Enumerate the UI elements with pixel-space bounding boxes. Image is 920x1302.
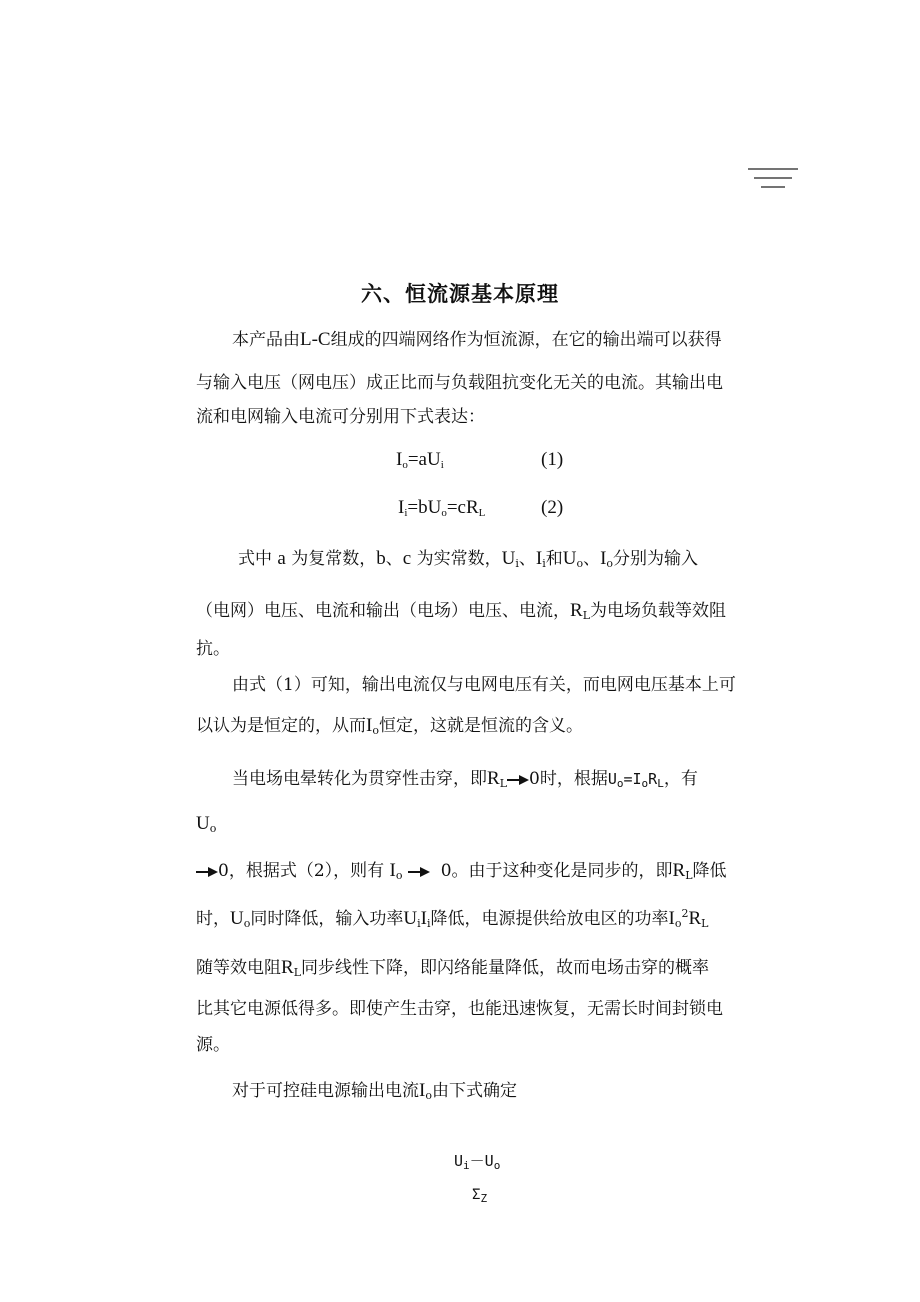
arrow-right-icon [196,866,218,878]
para4-line6: 比其它电源低得多。即使产生击穿，也能迅速恢复，无需长时间封锁电 [196,999,723,1019]
equation-1-number: (1) [541,449,564,470]
arrow-right-icon [408,866,430,878]
equation-2-number: (2) [541,497,564,518]
para3-line2: 以认为是恒定的，从而$I_o$恒定，这就是恒流的含义。 [196,715,583,737]
para4-line7: 源。 [196,1035,230,1055]
arrow-right-icon [507,774,529,786]
fraction-denominator: $\Sigma_Z$ [472,1187,488,1205]
para2-line3: 抗。 [196,639,230,659]
equation-1: $I_o=aU_i$ [396,449,444,471]
para2-line2: （电网）电压、电流和输出（电场）电压、电流，$R_L$为电场负载等效阻 [196,600,726,622]
section-title: 六、恒流源基本原理 [361,282,559,306]
para4-line4: 时，$U_o$同时降低，输入功率$U_iI_i$降低，电源提供给放电区的功率$I_o^2R_L$ [196,907,709,930]
para1-line3: 流和电网输入电流可分别用下式表达： [196,407,485,427]
para4-line1: 当电场电晕转化为贯穿性击穿，即$R_L$ 0时，根据$U_o=I_oR_L$，有 [232,768,698,790]
fraction-numerator: $U_i-U_o$ [454,1152,501,1172]
para4-line3: 0，根据式（2），则有 $I_o$ 0。由于这种变化是同步的，即$R_L$降低 [196,852,786,890]
para5-line1: 对于可控硅电源输出电流$I_o$由下式确定 [232,1080,517,1102]
para1-line2: 与输入电压（网电压）成正比而与负载阻抗变化无关的电流。其输出电 [196,373,723,393]
para1-line1: 本产品由L-C组成的四端网络作为恒流源，在它的输出端可以获得 [232,329,722,350]
para4-line5: 随等效电阻$R_L$同步线性下降，即闪络能量降低，故而电场击穿的概率 [196,957,709,979]
para3-line1: 由式（1）可知，输出电流仅与电网电压有关，而电网电压基本上可 [232,675,736,695]
para4-line2: $U_o$ [196,813,217,835]
para2-line1: 式中 a 为复常数，b、c 为实常数，$U_i$、$I_i$和$U_o$、$I_o$分别为输入 [238,548,699,570]
equation-2: $I_i=bU_o=cR_L$ [398,497,486,519]
header-lines-decoration [748,167,798,191]
